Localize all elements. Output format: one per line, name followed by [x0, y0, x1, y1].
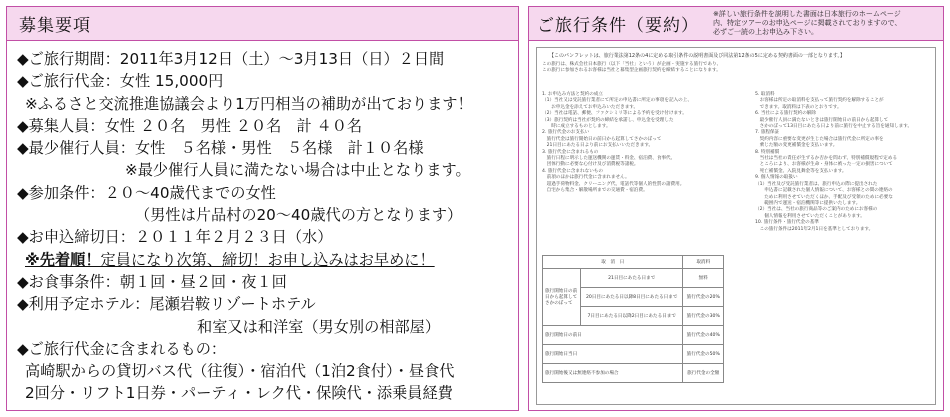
clause-line: ところにより、お客様が生命・身体に被った一定の損害について	[755, 162, 893, 168]
clause-line: 乗じた額の変更補償金を支払います。	[755, 143, 838, 149]
clause-line: 7. 旅程保証	[755, 130, 780, 136]
clause-line: 3. 旅行代金に含まれるもの	[542, 149, 599, 155]
clause-line: 申込書に記載された個人情報について、お客様との間の連絡の	[755, 188, 893, 194]
table-cell-fee: 旅行代金の30%	[683, 307, 724, 326]
recruitment-body	[7, 41, 518, 405]
clause-line: 5. 取消料	[755, 92, 775, 97]
capacity-line: ◆募集人員：女性 ２０名 男性 ２０名 計 ４０名	[17, 116, 363, 135]
clause-line: 8. 特別補償	[755, 149, 780, 155]
document-intro	[542, 62, 721, 75]
clause-line: （1）当社及び受託旅行業者は、旅行申込の際に提出された	[755, 181, 878, 187]
subsidy-note: ※ふるさと交流推進協議会より1万円相当の補助が出ております！	[25, 94, 473, 113]
table-cell-when: 7日目にあたる日以降2日目にあたる日まで	[581, 307, 683, 326]
clause-line: 死亡補償金、入院見舞金等を支払います。	[755, 168, 847, 174]
conditions-note-line: ※詳しい旅行条件を説明した書面は日本旅行のホームページ	[713, 10, 901, 18]
conditions-note-line: 内、特定ツアーのお申込ページに掲載されておりますので、	[713, 19, 902, 27]
eligibility-line: ◆参加条件：２０～40歳代までの女性	[17, 183, 276, 202]
meals-line: ◆お食事条件：朝１回・昼２回・夜１回	[17, 272, 287, 291]
clause-line: できます。取消料は下表のとおりです。	[755, 104, 842, 110]
table-header-row	[543, 256, 724, 269]
table-cell-fee: 旅行代金の40%	[683, 326, 724, 345]
clause-line: 範囲内で運送・宿泊機関等に提供いたします。	[755, 200, 861, 206]
intro-line: この旅行は、株式会社日本旅行（以下「当社」という）が企画・実施する旅行であり、	[542, 62, 722, 67]
clause-line: お客様は所定の取消料を支払って旅行契約を解除することが	[755, 98, 884, 104]
clause-line: 契約内容に重要な変更が生じた場合は旅行代金に所定の率を	[755, 136, 884, 142]
table-header-when: 取 消 日	[543, 256, 683, 269]
eligibility-note: （男性は片品村の20～40歳代の方となります）	[135, 206, 463, 225]
clause-line: 最少催行人員に満たないときは旅行開始日の前日から起算して	[755, 117, 889, 123]
included-line: ◆ご旅行代金に含まれるもの：	[17, 339, 227, 358]
clause-line: （1）当社又は受託旅行業者にて所定の申込書に所定の事項を記入の上、	[542, 98, 692, 104]
clause-line: お申込金を添えてお申込みいただきます。	[542, 104, 639, 110]
clause-line: 当社は当社の責任が生ずるか否かを問わず、特別補償規程で定める	[755, 156, 898, 162]
minimum-line: ◆最少催行人員：女性 ５名様・男性 ５名様 計１０名様	[17, 139, 424, 158]
document-header-line: 【このパンフレットは、旅行業法第12条の4に定める取引条件の説明書面及び同法第12条の5に定める契約書面の一部となります。】	[549, 53, 845, 59]
table-cell-fee: 無料	[683, 269, 724, 288]
conditions-left-column	[542, 92, 692, 195]
price-line: ◆ご旅行代金：女性 15,000円	[17, 72, 224, 91]
clause-line: 団体行動に必要な心付け及び消費税等諸税。	[542, 162, 639, 168]
clause-line: 旅行日程に明示した運送機関の運賃・料金、宿泊費、食事代、	[542, 156, 676, 162]
clause-line: 時に成立するものとします。	[542, 124, 611, 130]
hotel-line: ◆利用予定ホテル：尾瀬岩鞍リゾートホテル	[17, 295, 316, 314]
recruitment-header	[7, 7, 518, 41]
table-group-label: 旅行開始日の前日から起算してさかのぼって	[543, 269, 581, 326]
table-cell-fee: 旅行代金の20%	[683, 288, 724, 307]
clause-line: 自宅から集合・解散場所までの交通費・宿泊費。	[542, 188, 648, 194]
clause-line: 2. 旅行代金のお支払い	[542, 130, 590, 136]
table-cell-when: 20日目にあたる日以降8日目にあたる日まで	[581, 288, 683, 307]
conditions-note-line: 必ずご一読の上お申込み下さい。	[713, 28, 818, 36]
clause-line: ために利用させていただくほか、手配及び受領のために必要な	[755, 194, 893, 200]
table-cell-when: 旅行開始日当日	[543, 345, 683, 364]
table-row	[543, 364, 724, 383]
table-cell-fee: 旅行代金の50%	[683, 345, 724, 364]
first-come-line	[17, 249, 518, 271]
clause-line: 前項のほかは旅行代金に含まれません。	[542, 175, 630, 181]
clause-line: 6. 当社による旅行契約の解除	[755, 111, 816, 117]
cancel-note: ※最少催行人員に満たない場合は中止となります。	[125, 161, 471, 180]
clause-line: （3）旅行契約は当社が契約の締結を承諾し、申込金を受理した	[542, 117, 674, 123]
table-row	[543, 345, 724, 364]
intro-line: この旅行に参加されるお客様は当社と募集型企画旅行契約を締結することになります。	[542, 68, 721, 74]
clause-line: （2）当社は電話、郵便、ファクシミリ等による予約を受け付けます。	[542, 111, 687, 117]
conditions-header	[529, 7, 943, 41]
clause-line: 9. 個人情報の取扱い	[755, 175, 798, 181]
conditions-title: ご旅行条件（要約）	[537, 16, 699, 36]
clause-line: 21日目にあたる日より前にお支払いいただきます。	[542, 143, 654, 149]
first-come-text: 定員になり次第、締切！お申し込みはお早めに！	[100, 250, 435, 269]
clause-line: 超過手荷物料金、クリーニング代、電話代等個人的性質の諸費用。	[542, 181, 685, 187]
recruitment-panel	[6, 6, 519, 411]
recruitment-title: 募集要項	[19, 16, 91, 36]
table-header-fee: 取消料	[683, 256, 724, 269]
period-line: ◆ご旅行期間：2011年3月12日（土）～3月13日（日）２日間	[17, 50, 445, 68]
table-cell-when: 旅行開始後又は無連絡不参加の場合	[543, 364, 683, 383]
table-cell-when: 21日目にあたる日まで	[581, 269, 683, 288]
conditions-panel	[528, 6, 944, 411]
table-cell-fee: 旅行代金の全額	[683, 364, 724, 383]
conditions-right-column	[755, 92, 912, 233]
deadline-line: ◆お申込締切日：２０１１年２月２３日（水）	[17, 228, 333, 247]
included-items-2: 2回分・リフト1日券・パーティ・レク代・保険代・添乗員経費	[25, 384, 453, 403]
first-come-label: ※先着順！	[25, 250, 101, 269]
clause-line: 旅行代金は旅行開始日の前日から起算してさかのぼって	[542, 136, 662, 142]
cancellation-fee-table	[542, 255, 724, 383]
clause-line: （2）当社は、当社の旅行商品等のご案内のためにお客様の	[755, 207, 878, 213]
clause-line: 個人情報を利用させていただくことがあります。	[755, 213, 865, 219]
conditions-note	[713, 10, 902, 37]
clause-line: さかのぼって13日目にあたる日より前に旅行を中止する旨を通知します。	[755, 124, 913, 130]
clause-line: 1. お申込み方法と契約の成立	[542, 92, 603, 97]
table-cell-when: 旅行開始日の前日	[543, 326, 683, 345]
clause-line: 4. 旅行代金に含まれないもの	[542, 168, 603, 174]
table-row	[543, 269, 724, 288]
clause-line: この旅行条件は2011年2月1日を基準としております。	[755, 226, 874, 232]
table-row	[543, 326, 724, 345]
room-line: 和室又は和洋室（男女別の相部屋）	[197, 317, 440, 336]
included-items-1: 高崎駅からの貸切バス代（往復）・宿泊代（1泊2食付）・昼食代	[25, 362, 455, 381]
conditions-document	[536, 47, 936, 405]
clause-line: 10. 旅行条件・旅行代金の基準	[755, 220, 819, 226]
